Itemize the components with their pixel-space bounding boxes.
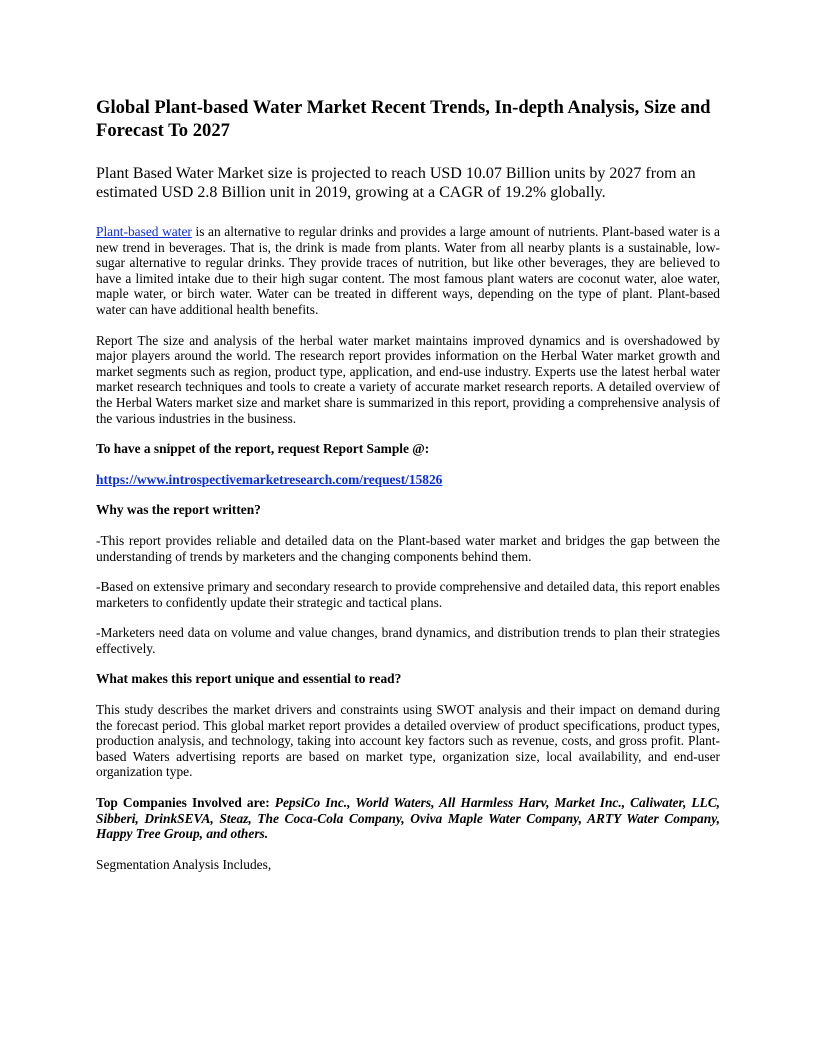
sample-link-paragraph [96,472,720,488]
sample-heading: To have a snippet of the report, request Report Sample @: [96,441,430,457]
market-size-lead: Plant Based Water Market size is projected to reach USD 10.07 Billion units by 2027 from an estimated USD 2.8 Billion unit in 2019, growing at a CAGR of 19.2% globally. [96,165,696,201]
unique-heading: What makes this report unique and essential to read? [96,671,402,687]
why-point-2: -Based on extensive primary and secondary research to provide comprehensive and detailed data, this report enables marketers to confidently update their strategic and tactical plans. [96,579,720,610]
why-point-3: -Marketers need data on volume and value changes, brand dynamics, and distribution trends to plan their strategies effectively. [96,625,720,656]
unique-paragraph: This study describes the market drivers and constraints using SWOT analysis and their impact on demand during the forecast period. This global market report provides a detailed overview of product specifications, product types, production analysis, and technology, taking into account key factors such as revenue, costs, and gross profit. Plant-based Waters advertising reports are based on market type, organization size, local availability, and end-user organization type. [96,702,720,780]
why-point-1: -This report provides reliable and detailed data on the Plant-based water market and bridges the gap between the understanding of trends by marketers and the changing components behind them. [96,532,720,564]
intro-text: is an alternative to regular drinks and provides a large amount of nutrients. Plant-based water is a new trend in beverages. That is, the drink is made from plants. Water from all nearby plants is a sustainable, low-sugar alternative to regular drinks. They provide traces of nutrition, but like other beverages, they are believed to have a limited intake due to their high sugar content. The most famous plant waters are coconut water, aloe water, maple water, or birch water. Water can be treated in different ways, depending on the type of plant. Plant-based water can have additional health benefits. [96,224,720,317]
companies-list: PepsiCo Inc., World Waters, All Harmless Harv, Market Inc., Caliwater, LLC, Sibberi, DrinkSEVA, Steaz, The Coca-Cola Company, Oviva Maple Water Company, ARTY Water Company, Happy Tree Group, and others. [96,795,721,842]
companies-paragraph [96,795,720,842]
plant-based-water-link[interactable]: Plant-based water [96,224,192,239]
intro-paragraph [96,224,720,318]
report-paragraph: Report The size and analysis of the herbal water market maintains improved dynamics and is overshadowed by major players around the world. The research report provides information on the Herbal Water market growth and market segments such as region, product type, application, and end-use industry. Experts use the latest herbal water market research techniques and tools to create a variety of accurate market research reports. A detailed overview of the Herbal Waters market size and market share is summarized in this report, providing a comprehensive analysis of the various industries in the business. [96,332,720,426]
companies-label: Top Companies Involved are: [96,795,275,811]
report-sample-link[interactable]: https://www.introspectivemarketresearch.com/request/15826 [96,471,443,487]
why-heading: Why was the report written? [96,502,261,518]
segmentation-text: Segmentation Analysis Includes, [96,856,272,872]
document-title: Global Plant-based Water Market Recent Trends, In-depth Analysis, Size and Forecast To 2027 [96,97,711,141]
